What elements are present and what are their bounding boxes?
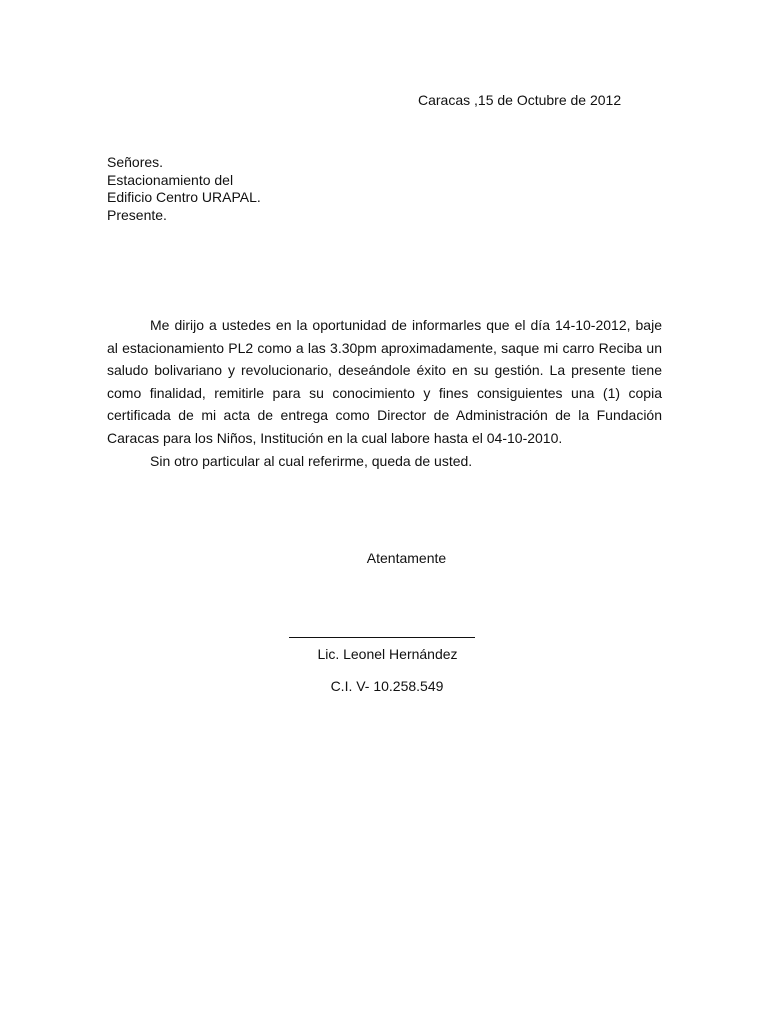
closing-text: Atentamente	[366, 550, 447, 566]
letter-body	[107, 314, 662, 472]
signer-name: Lic. Leonel Hernández	[317, 646, 458, 662]
recipient-line-2: Estacionamiento del	[107, 171, 234, 188]
recipient-block	[107, 154, 261, 224]
recipient-line-3: Edificio Centro URAPAL.	[107, 189, 261, 205]
recipient-line-1: Señores.	[107, 154, 164, 170]
date-line: Caracas ,15 de Octubre de 2012	[418, 92, 622, 108]
signer-id: C.I. V- 10.258.549	[330, 678, 444, 694]
closing-block	[0, 550, 768, 566]
signer-id-block	[0, 678, 768, 694]
body-paragraph-1: Me dirijo a ustedes en la oportunidad de informarles que el día 14-10-2012, baje al estacionamiento PL2 como a las 3.30pm aproximadamente, saque mi carro Reciba un saludo bolivariano y revolucionario, deseándole éxito en su gestión. La presente tiene como finalidad, remitirle para su conocimiento y fines consiguientes una (1) copia certificada de mi acta de entrega como Director de Administración de la Fundación Caracas para los Niños, Institución en la cual labore hasta el 04-10-2010.	[107, 317, 662, 446]
recipient-line-4: Presente.	[107, 206, 167, 223]
signer-name-block	[0, 646, 768, 662]
body-paragraph-2: Sin otro particular al cual referirme, queda de usted.	[150, 452, 473, 469]
signature-line	[289, 637, 475, 638]
